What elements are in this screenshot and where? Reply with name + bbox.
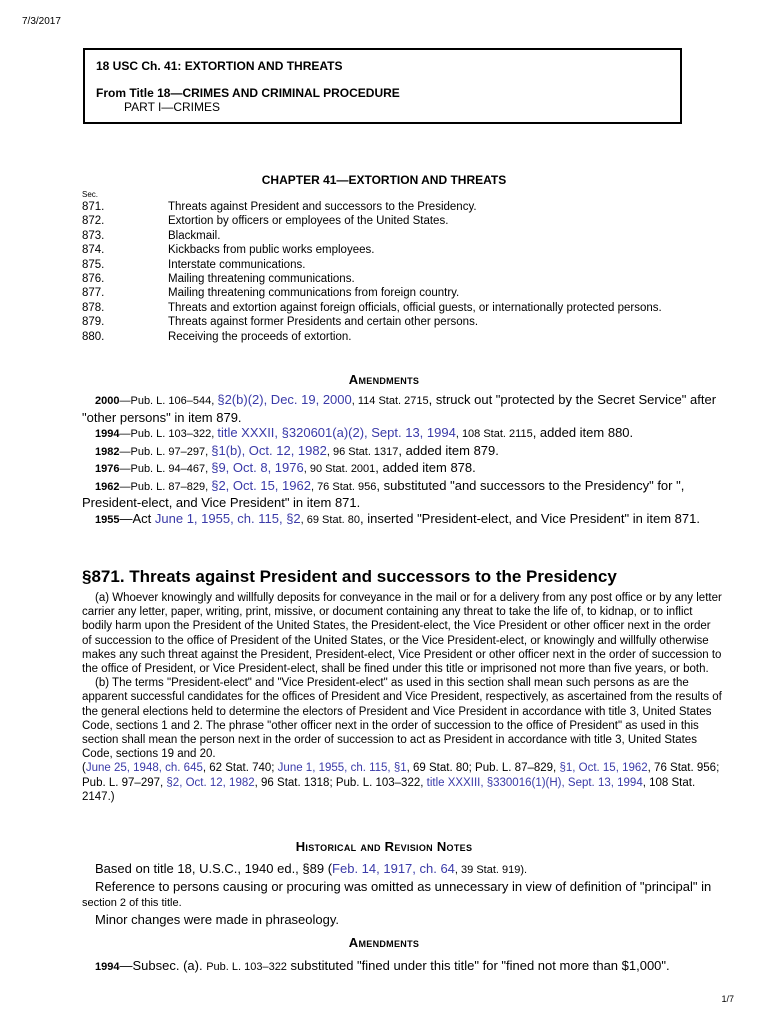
source-link[interactable]: June 25, 1948, ch. 645 xyxy=(85,762,203,775)
source-credit xyxy=(82,761,722,804)
amendment-pub: —Pub. L. 103–322, xyxy=(119,428,218,440)
amendment-entry xyxy=(82,511,722,529)
amendment-text: substituted "fined under this title" for "fined not more than $1,000". xyxy=(286,958,670,973)
source-text: , 62 Stat. 740; xyxy=(202,762,278,775)
toc-title: Threats against former Presidents and certain other persons. xyxy=(168,316,479,329)
amendment-text: —Subsec. (a). xyxy=(119,958,207,973)
toc-row xyxy=(82,229,722,243)
toc-title: Kickbacks from public works employees. xyxy=(168,244,375,257)
paren-open: ( xyxy=(82,762,86,775)
amendment-link[interactable]: title XXXII, §320601(a)(2), Sept. 13, 1994 xyxy=(217,425,456,440)
toc-number: 872. xyxy=(82,215,105,228)
historical-notes-heading: Historical and Revision Notes xyxy=(295,839,473,854)
toc-number: 875. xyxy=(82,258,105,271)
toc-title: Receiving the proceeds of extortion. xyxy=(168,330,352,343)
section-871-title: §871. Threats against President and successors to the Presidency xyxy=(82,567,617,586)
amendment-entry xyxy=(82,443,722,461)
amendment-text: , inserted "President-elect, and Vice President" in item 871. xyxy=(359,510,700,526)
history-note: Minor changes were made in phraseology. xyxy=(95,911,340,927)
amendment-link[interactable]: §2, Oct. 15, 1962 xyxy=(211,477,311,493)
amendment-entry xyxy=(82,460,722,478)
amendments-2-body xyxy=(82,958,722,976)
amendment-entry xyxy=(82,478,722,511)
toc-row xyxy=(82,301,722,315)
toc-row xyxy=(82,200,722,214)
history-link[interactable]: Feb. 14, 1917, ch. 64 xyxy=(332,861,455,876)
toc-number: 873. xyxy=(82,229,105,242)
document-header-box xyxy=(83,48,682,124)
source-link[interactable]: title XXXIII, §330016(1)(H), Sept. 13, 1994 xyxy=(426,776,643,789)
toc-number: 879. xyxy=(82,316,105,329)
toc-number: 876. xyxy=(82,273,105,286)
amendment-text: , substituted "and successors to the Presidency" for ", President-elect, and Vice President" in item 871. xyxy=(82,477,685,510)
subsection-a: (a) Whoever knowingly and willfully deposits for conveyance in the mail or for a delivery from any post office or by any letter carrier any letter, paper, writing, print, missive, or document containing any threat to take the life of, to kidnap, or to inflict bodily harm upon the President of the United States, the President-elect, the Vice President or other officer next in the order of succession to the office of President of the United States, or the Vice President-elect, or knowingly and willfully otherwise makes any such threat against the President, President-elect, Vice President or other officer next in the order of succession to the office of President, or Vice President-elect, shall be fined under this title or imprisoned not more than five years, or both. xyxy=(82,592,722,676)
toc-title: Interstate communications. xyxy=(168,258,306,271)
amendment-stat: , 69 Stat. 80 xyxy=(300,513,360,526)
toc-row xyxy=(82,214,722,228)
toc-row xyxy=(82,272,722,286)
amendment-pub: Pub. L. 103–322 xyxy=(206,961,287,973)
amendment-year: 1955 xyxy=(95,513,120,526)
section-table-of-contents xyxy=(82,190,722,344)
toc-number: 877. xyxy=(82,287,105,300)
toc-title: Extortion by officers or employees of the United States. xyxy=(168,215,449,228)
history-note xyxy=(82,861,722,879)
note-text: Based on title 18, U.S.C., 1940 ed., §89 ( xyxy=(95,861,333,876)
amendments-heading: Amendments xyxy=(348,372,420,387)
document-title: 18 USC Ch. 41: EXTORTION AND THREATS xyxy=(96,59,343,73)
source-text: , 96 Stat. 1318; Pub. L. 103–322, xyxy=(254,776,427,789)
amendment-year: 1994 xyxy=(95,961,120,973)
amendment-pub: —Act xyxy=(119,510,155,526)
toc-row xyxy=(82,258,722,272)
amendment-link[interactable]: June 1, 1955, ch. 115, §2 xyxy=(154,510,301,526)
print-date: 7/3/2017 xyxy=(22,16,61,27)
source-link[interactable]: §2, Oct. 12, 1982 xyxy=(166,776,255,789)
source-text: , 108 Stat. 2147.) xyxy=(82,776,696,803)
toc-title: Blackmail. xyxy=(168,229,221,242)
amendment-stat: , 114 Stat. 2715 xyxy=(351,395,429,407)
amendment-entry xyxy=(82,392,722,425)
amendment-text: , struck out "protected by the Secret Service" after "other persons" in item 879. xyxy=(82,392,717,425)
amendment-pub: —Pub. L. 94–467, xyxy=(119,463,212,475)
toc-title: Threats and extortion against foreign officials, official guests, or internationally protected persons. xyxy=(168,301,662,314)
amendment-entry xyxy=(82,958,722,976)
amendment-year: 1962 xyxy=(95,480,120,493)
amendment-text: , added item 878. xyxy=(375,460,476,475)
amendment-link[interactable]: §2(b)(2), Dec. 19, 2000 xyxy=(217,392,352,407)
source-text: , 69 Stat. 80; Pub. L. 87–829, xyxy=(406,762,560,775)
page-number: 1/7 xyxy=(721,994,734,1004)
toc-row xyxy=(82,330,722,344)
toc-number: 874. xyxy=(82,244,105,257)
amendment-year: 1994 xyxy=(95,428,120,440)
amendments-list xyxy=(82,392,722,528)
toc-row xyxy=(82,286,722,300)
source-link[interactable]: §1, Oct. 15, 1962 xyxy=(559,762,648,775)
amendment-year: 1982 xyxy=(95,445,120,458)
amendment-link[interactable]: §9, Oct. 8, 1976 xyxy=(211,460,304,475)
toc-row xyxy=(82,315,722,329)
chapter-heading: CHAPTER 41—EXTORTION AND THREATS xyxy=(261,173,507,187)
amendment-text: , added item 879. xyxy=(398,442,499,458)
amendment-text: , added item 880. xyxy=(532,425,634,440)
section-871-body xyxy=(82,591,722,804)
amendment-stat: , 108 Stat. 2115 xyxy=(455,428,533,440)
source-text: , 76 Stat. 956; Pub. L. 97–297, xyxy=(82,762,720,789)
amendment-stat: , 90 Stat. 2001 xyxy=(303,463,376,475)
toc-title: Threats against President and successors to the Presidency. xyxy=(168,201,477,213)
amendment-pub: —Pub. L. 97–297, xyxy=(119,445,212,458)
subsection-b: (b) The terms "President-elect" and "Vice President-elect" as used in this section shall mean such persons as are the apparent successful candidates for the offices of President and Vice President, respectively, as ascertained from the results of the general elections held to determine the electors of President and Vice President in accordance with title 3, United States Code, sections 1 and 2. The phrase "other officer next in the order of succession to the office of President" as used in this section shall mean the person next in the order of succession to act as President in accordance with title 3, United States Code, sections 19 and 20. xyxy=(82,677,722,761)
note-text: Reference to persons causing or procuring was omitted as unnecessary in view of definition of "principal" in xyxy=(95,878,712,894)
toc-title: Mailing threatening communications. xyxy=(168,273,355,286)
amendments-heading-2: Amendments xyxy=(348,935,420,950)
toc-number: 871. xyxy=(82,201,105,213)
title-source: From Title 18—CRIMES AND CRIMINAL PROCEDURE xyxy=(96,86,400,100)
amendment-stat: , 96 Stat. 1317 xyxy=(326,445,399,458)
amendment-entry xyxy=(82,425,722,443)
source-link[interactable]: June 1, 1955, ch. 115, §1 xyxy=(277,762,407,775)
note-text: , 39 Stat. 919). xyxy=(454,864,528,876)
amendment-pub: —Pub. L. 106–544, xyxy=(119,395,218,407)
amendment-pub: —Pub. L. 87–829, xyxy=(119,480,212,493)
historical-notes-body xyxy=(82,861,722,927)
amendment-link[interactable]: §1(b), Oct. 12, 1982 xyxy=(211,442,327,458)
note-text: section 2 of this title. xyxy=(82,897,182,909)
sec-label: Sec. xyxy=(82,190,99,199)
amendment-year: 2000 xyxy=(95,395,120,407)
toc-title: Mailing threatening communications from foreign country. xyxy=(168,287,460,300)
amendment-year: 1976 xyxy=(95,463,120,475)
toc-number: 880. xyxy=(82,330,105,343)
toc-row xyxy=(82,243,722,257)
part-label: PART I—CRIMES xyxy=(124,100,221,114)
toc-number: 878. xyxy=(82,301,105,314)
amendment-stat: , 76 Stat. 956 xyxy=(310,480,377,493)
history-note xyxy=(82,879,722,912)
